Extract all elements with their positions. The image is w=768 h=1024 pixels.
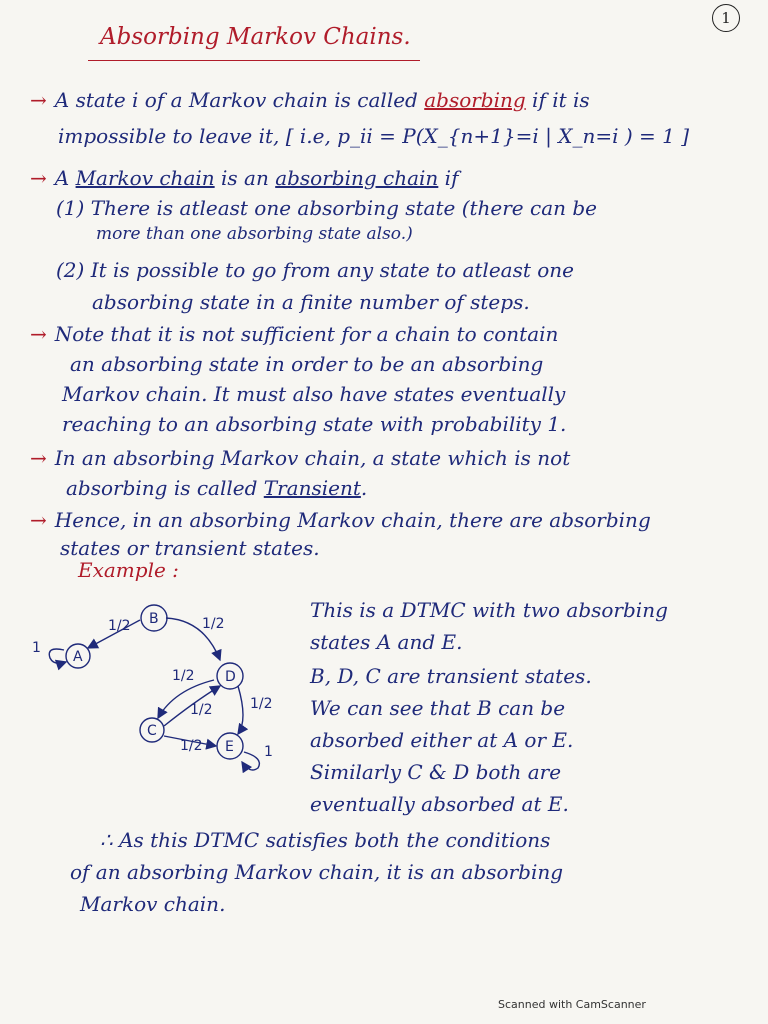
- node-label-d: D: [225, 669, 236, 685]
- definition-absorbing-chain: → A Markov chain is an absorbing chain if: [30, 166, 459, 190]
- hence-paragraph: → Hence, in an absorbing Markov chain, there are absorbing: [30, 508, 651, 532]
- text-line: an absorbing state in order to be an absorbing: [70, 352, 544, 376]
- example-text: Similarly C & D both are: [310, 760, 562, 784]
- note-paragraph: → Note that it is not sufficient for a chain to contain: [30, 322, 559, 346]
- edge-label: 1/2: [108, 618, 131, 634]
- term-absorbing-chain: absorbing chain: [275, 166, 439, 190]
- example-text: This is a DTMC with two absorbing: [310, 598, 668, 622]
- text-line: absorbing is called Transient.: [66, 476, 368, 500]
- text-line: reaching to an absorbing state with probability 1.: [62, 412, 567, 436]
- text-line: Markov chain. It must also have states eventually: [62, 382, 566, 406]
- example-text: eventually absorbed at E.: [310, 792, 569, 816]
- self-loop-e: [242, 752, 259, 770]
- self-loop-a: [49, 649, 66, 663]
- example-label: Example :: [78, 558, 179, 582]
- conclusion-text: of an absorbing Markov chain, it is an absorbing: [70, 860, 564, 884]
- edge-label: 1/2: [250, 696, 273, 712]
- edge-label: 1/2: [180, 738, 203, 754]
- text-line: absorbing state in a finite number of steps.: [92, 290, 530, 314]
- edge-label: 1/2: [202, 616, 225, 632]
- arrow-icon: →: [30, 166, 47, 190]
- node-label-b: B: [149, 611, 159, 627]
- arrow-icon: →: [30, 446, 47, 470]
- conclusion-text: ∴ As this DTMC satisfies both the conditions: [100, 828, 551, 852]
- text-line: states or transient states.: [60, 536, 320, 560]
- node-label-a: A: [73, 649, 83, 665]
- example-text: B, D, C are transient states.: [310, 664, 592, 688]
- scanner-footer: Scanned with CamScanner: [498, 998, 646, 1011]
- arrow-icon: →: [30, 508, 47, 532]
- arrow-icon: →: [30, 88, 47, 112]
- condition-1: (1) There is atleast one absorbing state (there can be: [56, 196, 598, 220]
- example-text: We can see that B can be: [310, 696, 566, 720]
- transient-definition: → In an absorbing Markov chain, a state which is not: [30, 446, 571, 470]
- text-line: more than one absorbing state also.): [96, 224, 413, 244]
- term-markov-chain: Markov chain: [75, 166, 215, 190]
- arrow-icon: →: [30, 322, 47, 346]
- term-transient: Transient: [263, 476, 361, 500]
- term-absorbing: absorbing: [424, 88, 526, 112]
- node-label-e: E: [225, 739, 234, 755]
- edge-d-e: [238, 686, 243, 734]
- dtmc-state-diagram: [24, 590, 284, 790]
- edge-label: 1/2: [172, 668, 195, 684]
- definition-absorbing-state: → A state i of a Markov chain is called absorbing if it is: [30, 88, 590, 112]
- page-number: 1: [712, 4, 740, 32]
- condition-2: (2) It is possible to go from any state to atleast one: [56, 258, 575, 282]
- title-underline: [88, 60, 420, 61]
- node-label-c: C: [147, 723, 157, 739]
- example-text: states A and E.: [310, 630, 463, 654]
- text-line: impossible to leave it, [ i.e, p_ii = P(X_{n+1}=i | X_n=i ) = 1 ]: [58, 124, 689, 148]
- conclusion-text: Markov chain.: [80, 892, 226, 916]
- edge-label: 1: [264, 744, 273, 760]
- example-text: absorbed either at A or E.: [310, 728, 574, 752]
- edge-label: 1: [32, 640, 41, 656]
- edge-label: 1/2: [190, 702, 213, 718]
- page-title: Absorbing Markov Chains.: [100, 24, 411, 50]
